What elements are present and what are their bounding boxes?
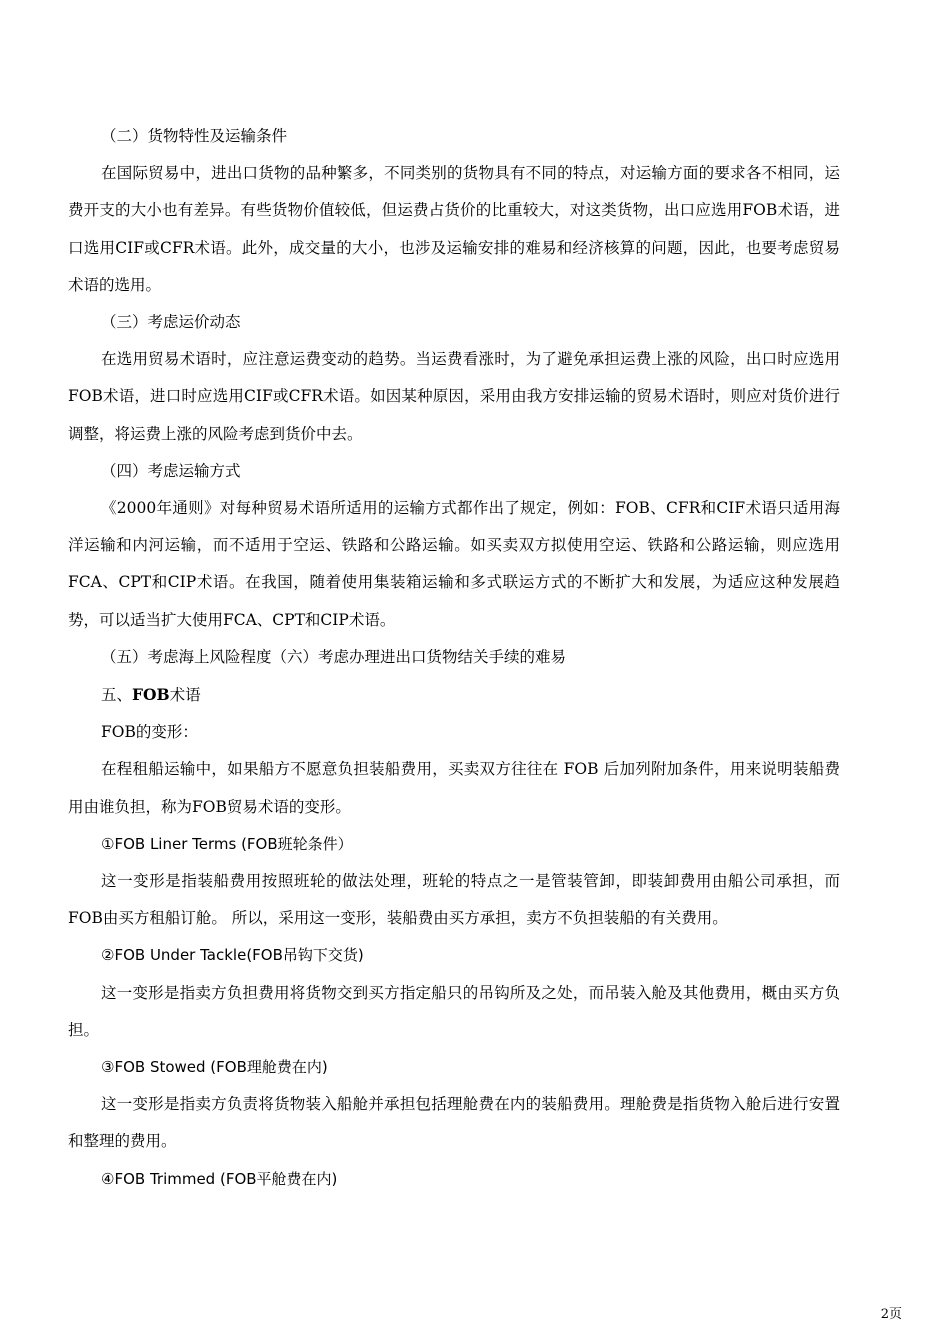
section-number: 五、 (101, 686, 133, 705)
paragraph-transport-mode: 《2000年通则》对每种贸易术语所适用的运输方式都作出了规定，例如：FOB、CFR和CIF术语只适用海洋运输和内河运输，而不适用于空运、铁路和公路运输。如买卖双方拟使用空运、铁路和公路运输，则应选用FCA、CPT和CIP术语。在我国，随着使用集装箱运输和多式联运方式的不断扩大和发展，为适应这种发展趋势，可以适当扩大使用FCA、CPT和CIP术语。 (68, 499, 840, 629)
variant-3-body: 这一变形是指卖方负责将货物装入船舱并承担包括理舱费在内的装船费用。理舱费是指货物入舱后进行安置和整理的费用。 (68, 1095, 840, 1151)
variant-1-body: 这一变形是指装船费用按照班轮的做法处理，班轮的特点之一是管装管卸，即装卸费用由船公司承担，而FOB由买方租船订舱。 所以，采用这一变形，装船费由买方承担，卖方不负担装船的有关费用。 (68, 872, 840, 928)
page-number: 2页 (880, 1307, 902, 1322)
paragraph-freight-trends: 在选用贸易术语时，应注意运费变动的趋势。当运费看涨时，为了避免承担运费上涨的风险，出口时应选用FOB术语，进口时应选用CIF或CFR术语。如因某种原因，采用由我方安排运输的贸易术语时，则应对货价进行调整，将运费上涨的风险考虑到货价中去。 (68, 350, 840, 443)
section-fob-terms (68, 676, 840, 714)
paragraph-fob-variants: 在程租船运输中，如果船方不愿意负担装船费用，买卖双方往往在 FOB 后加列附加条件，用来说明装船费用由谁负担，称为FOB贸易术语的变形。 (68, 760, 840, 816)
heading-goods-characteristics: （二）货物特性及运输条件 (101, 127, 288, 145)
heading-sea-risk-customs: （五）考虑海上风险程度（六）考虑办理进出口货物结关手续的难易 (101, 647, 567, 666)
paragraph-goods-characteristics: 在国际贸易中，进出口货物的品种繁多，不同类别的货物具有不同的特点，对运输方面的要求各不相同，运费开支的大小也有差异。有些货物价值较低，但运费占货价的比重较大，对这类货物，出口应选用FOB术语，进口选用CIF或CFR术语。此外，成交量的大小，也涉及运输安排的难易和经济核算的问题，因此，也要考虑贸易术语的选用。 (68, 164, 840, 294)
heading-transport-mode: （四）考虑运输方式 (101, 461, 241, 480)
heading-freight-trends: （三）考虑运价动态 (101, 313, 241, 332)
section-title-suffix: 术语 (169, 686, 201, 705)
variant-2-body: 这一变形是指卖方负担费用将货物交到买方指定船只的吊钩所及之处，而吊装入舱及其他费用，概由买方负担。 (68, 983, 840, 1039)
fob-variants-label: FOB的变形： (101, 723, 198, 742)
document-body (68, 118, 840, 1198)
variant-2-title: ②FOB Under Tackle(FOB吊钩下交货) (101, 946, 364, 965)
variant-1-title: ①FOB Liner Terms (FOB班轮条件） (101, 834, 353, 853)
variant-3-title: ③FOB Stowed (FOB理舱费在内) (101, 1058, 328, 1077)
section-fob-label: FOB (132, 685, 170, 705)
variant-4-title: ④FOB Trimmed (FOB平舱费在内) (101, 1169, 338, 1188)
